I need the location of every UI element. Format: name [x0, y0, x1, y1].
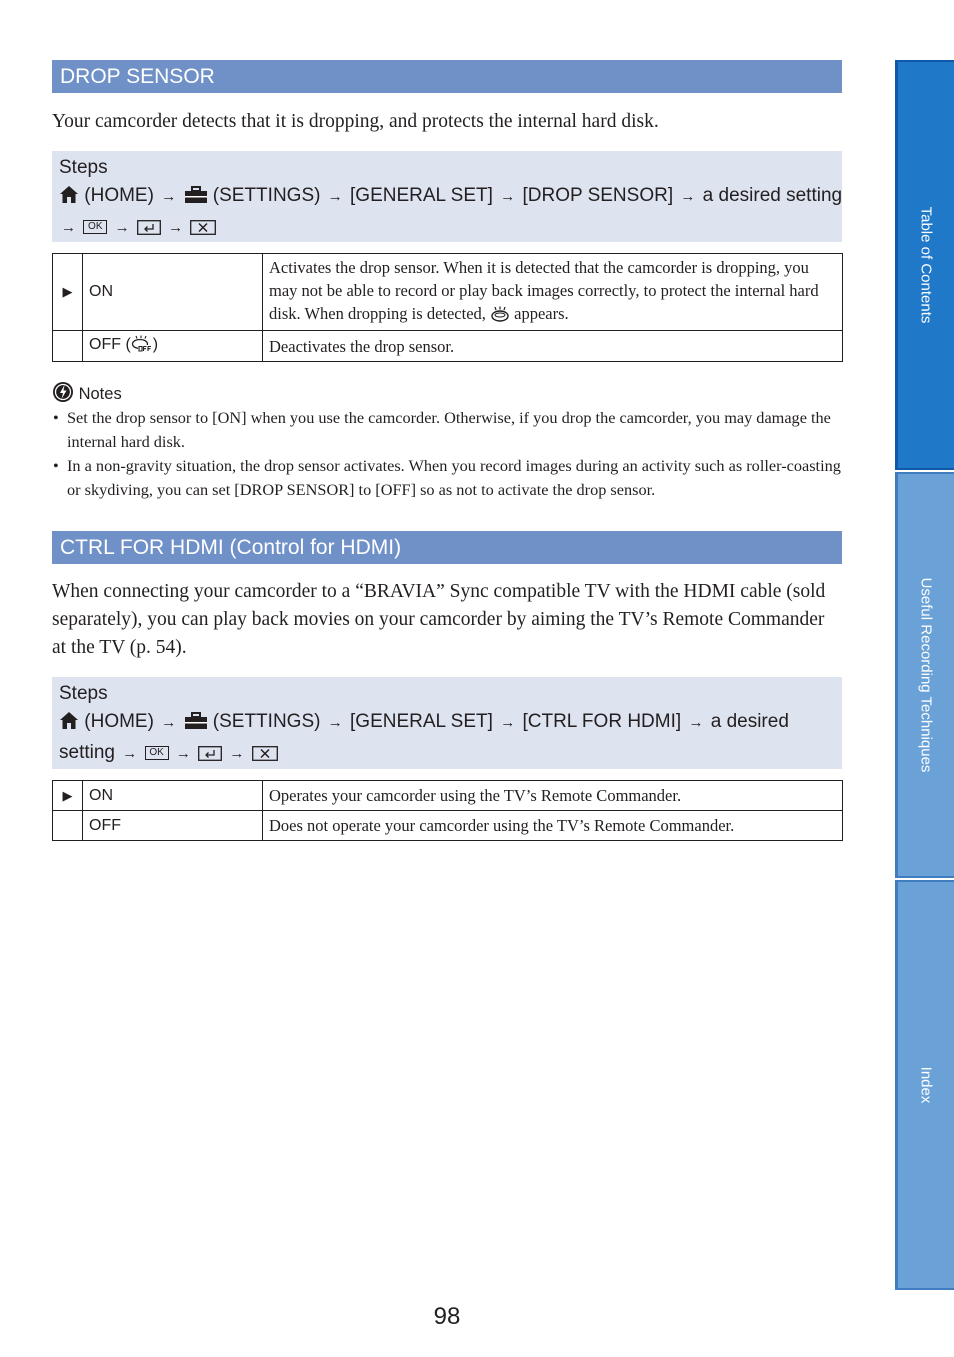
- option-name: ON: [83, 254, 263, 331]
- ctrl-for-hdmi-intro: When connecting your camcorder to a “BRAVIA” Sync compatible TV with the HDMI cable (sold separately), you can play back movies on your camcorder by aiming the TV’s Remote Commander at the TV (p. 54).: [52, 581, 826, 658]
- tab-label: Useful Recording Techniques: [917, 577, 935, 773]
- option-description: Operates your camcorder using the TV’s Remote Commander.: [263, 781, 843, 811]
- option-description: Deactivates the drop sensor.: [263, 331, 843, 362]
- page-number: 98: [433, 1303, 461, 1330]
- home-icon: [59, 185, 79, 213]
- arrow-icon: →: [500, 714, 516, 731]
- option-description: Does not operate your camcorder using the TV’s Remote Commander.: [263, 811, 843, 841]
- steps-drop-sensor: [DROP SENSOR]: [522, 185, 674, 206]
- steps-heading: Steps: [59, 157, 108, 178]
- drop-sensor-off-icon: [131, 335, 153, 357]
- arrow-icon: →: [327, 714, 343, 731]
- steps-heading: Steps: [59, 683, 108, 704]
- table-row: [53, 331, 843, 362]
- tab-label: Table of Contents: [917, 206, 935, 324]
- steps-desired-setting: a desired setting: [702, 185, 843, 206]
- close-button-icon: [190, 216, 216, 244]
- arrow-icon: →: [168, 219, 184, 236]
- ok-button-icon: OK: [145, 746, 169, 760]
- return-button-icon: [137, 216, 161, 244]
- steps-setting-word: setting: [59, 742, 115, 763]
- ctrl-for-hdmi-options-table: [52, 780, 843, 841]
- option-name: ON: [83, 781, 263, 811]
- notes-list: [52, 406, 847, 502]
- arrow-icon: →: [114, 219, 130, 236]
- drop-sensor-icon: [490, 305, 510, 328]
- arrow-icon: →: [680, 188, 696, 205]
- steps-general-set: [GENERAL SET]: [350, 711, 493, 732]
- arrow-icon: →: [229, 745, 245, 762]
- arrow-icon: →: [61, 219, 76, 236]
- tab-label: Index: [917, 1066, 935, 1104]
- arrow-icon: →: [161, 188, 177, 205]
- ok-button-icon: OK: [83, 220, 107, 234]
- steps-desired-setting: a desired: [710, 711, 789, 732]
- tab-useful-recording-techniques[interactable]: [895, 472, 954, 878]
- arrow-icon: →: [688, 714, 704, 731]
- list-item: • In a non-gravity situation, the drop sensor activates. When you record images during an activity such as roller-coasting or skydiving, you can set [DROP SENSOR] to [OFF] so as not to activate the drop sensor.: [52, 454, 847, 502]
- steps-home: (HOME): [84, 711, 154, 732]
- steps-box-drop-sensor: [52, 151, 842, 242]
- arrow-icon: →: [500, 188, 516, 205]
- close-button-icon: [252, 742, 278, 770]
- steps-box-ctrl-for-hdmi: [52, 677, 842, 769]
- default-marker-icon: ▶: [53, 254, 83, 331]
- tab-table-of-contents[interactable]: [895, 60, 954, 470]
- settings-toolbox-icon: [184, 185, 208, 213]
- steps-settings: (SETTINGS): [212, 185, 321, 206]
- section-title-ctrl-for-hdmi: CTRL FOR HDMI (Control for HDMI): [52, 531, 842, 564]
- drop-sensor-options-table: [52, 253, 843, 362]
- list-item: • Set the drop sensor to [ON] when you use the camcorder. Otherwise, if you drop the camcorder, you may damage the internal hard disk.: [52, 406, 847, 454]
- steps-settings: (SETTINGS): [212, 711, 321, 732]
- home-icon: [59, 711, 79, 739]
- steps-general-set: [GENERAL SET]: [350, 185, 493, 206]
- option-name: OFF: [83, 811, 263, 841]
- option-name: OFF ( ): [83, 331, 263, 362]
- arrow-icon: →: [161, 714, 177, 731]
- option-description: Activates the drop sensor. When it is detected that the camcorder is dropping, you may not be able to record or play back images correctly, to protect the internal hard disk. When dropping is detected, appears.: [263, 254, 843, 331]
- arrow-icon: →: [122, 745, 138, 762]
- default-marker-icon: ▶: [53, 781, 83, 811]
- return-button-icon: [198, 742, 222, 770]
- steps-ctrl-for-hdmi: [CTRL FOR HDMI]: [522, 711, 682, 732]
- table-row: [53, 811, 843, 841]
- notes-heading: Notes: [52, 381, 122, 410]
- table-row: [53, 254, 843, 331]
- table-row: [53, 781, 843, 811]
- drop-sensor-intro: Your camcorder detects that it is dropping, and protects the internal hard disk.: [52, 111, 659, 132]
- section-title-drop-sensor: DROP SENSOR: [52, 60, 842, 93]
- arrow-icon: →: [175, 745, 191, 762]
- tab-index[interactable]: [895, 880, 954, 1290]
- settings-toolbox-icon: [184, 711, 208, 739]
- steps-home: (HOME): [84, 185, 154, 206]
- arrow-icon: →: [327, 188, 343, 205]
